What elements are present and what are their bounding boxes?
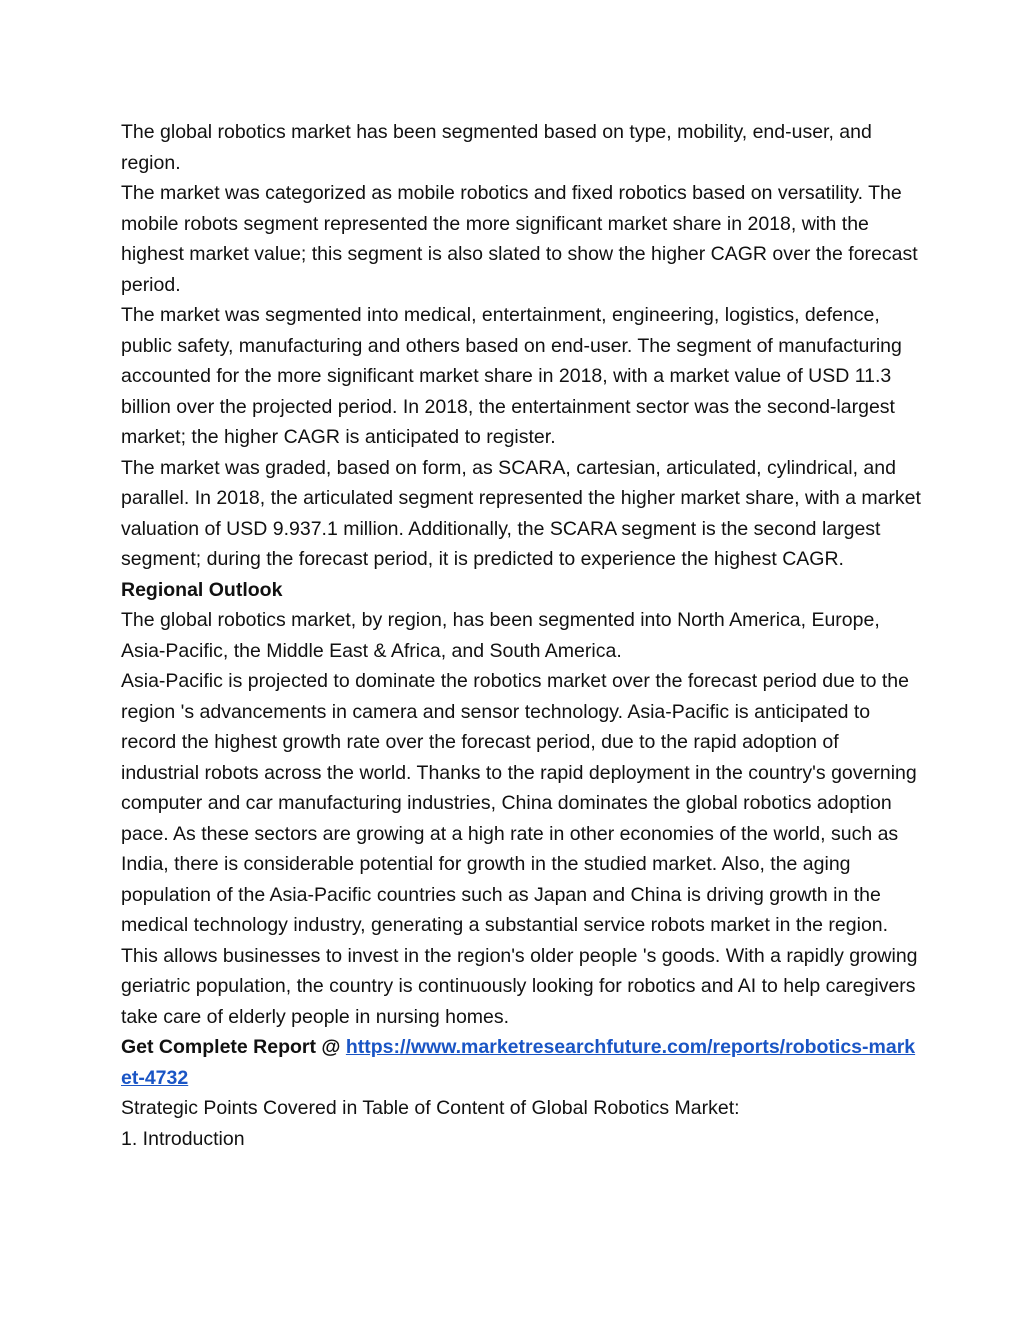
paragraph-form: The market was graded, based on form, as SCARA, cartesian, articulated, cylindrical, and parallel. In 2018, the articulated segment represented the higher market share, with a market valuation of USD 9.937.1 million. Additionally, the SCARA segment is the second largest segment; during the forecast period, it is predicted to experience the highest CAGR. — [121, 456, 921, 570]
report-cta — [121, 1032, 921, 1093]
regional-outlook-heading: Regional Outlook — [121, 578, 283, 601]
paragraph-mobility: The market was categorized as mobile robotics and fixed robotics based on versatility. The mobile robots segment represented the more significant market share in 2018, with the highest market value; this segment is also slated to show the higher CAGR over the forecast period. — [121, 182, 918, 296]
paragraph-end-user: The market was segmented into medical, entertainment, engineering, logistics, defence, public safety, manufacturing and others based on end-user. The segment of manufacturing accounted for the more significant market share in 2018, with a market value of USD 11.3 billion over the projected period. In 2018, the entertainment sector was the second-largest market; the higher CAGR is anticipated to register. — [121, 304, 902, 448]
document-page — [121, 117, 921, 1154]
toc-intro: Strategic Points Covered in Table of Content of Global Robotics Market: — [121, 1097, 740, 1119]
report-cta-label: Get Complete Report @ — [121, 1036, 346, 1058]
paragraph-regional-segments: The global robotics market, by region, has been segmented into North America, Europe, Asia-Pacific, the Middle East & Africa, and South America. — [121, 609, 880, 662]
toc-item-introduction: 1. Introduction — [121, 1127, 245, 1150]
paragraph-asia-pacific: Asia-Pacific is projected to dominate the robotics market over the forecast period due to the region 's advancements in camera and sensor technology. Asia-Pacific is anticipated to record the highest growth rate over the forecast period, due to the rapid adoption of industrial robots across the world. Thanks to the rapid deployment in the country's governing computer and car manufacturing industries, China dominates the global robotics adoption pace. As these sectors are growing at a high rate in other economies of the world, such as India, there is considerable potential for growth in the studied market. Also, the aging population of the Asia-Pacific countries such as Japan and China is driving growth in the medical technology industry, generating a substantial service robots market in the region. This allows businesses to invest in the region's older people 's goods. With a rapidly growing geriatric population, the country is continuously looking for robotics and AI to help caregivers take care of elderly people in nursing homes. — [121, 670, 918, 1028]
report-link[interactable]: https://www.marketresearchfuture.com/reports/robotics-market-4732 — [121, 1036, 916, 1089]
paragraph-segmentation-intro: The global robotics market has been segmented based on type, mobility, end-user, and region. — [121, 121, 872, 174]
